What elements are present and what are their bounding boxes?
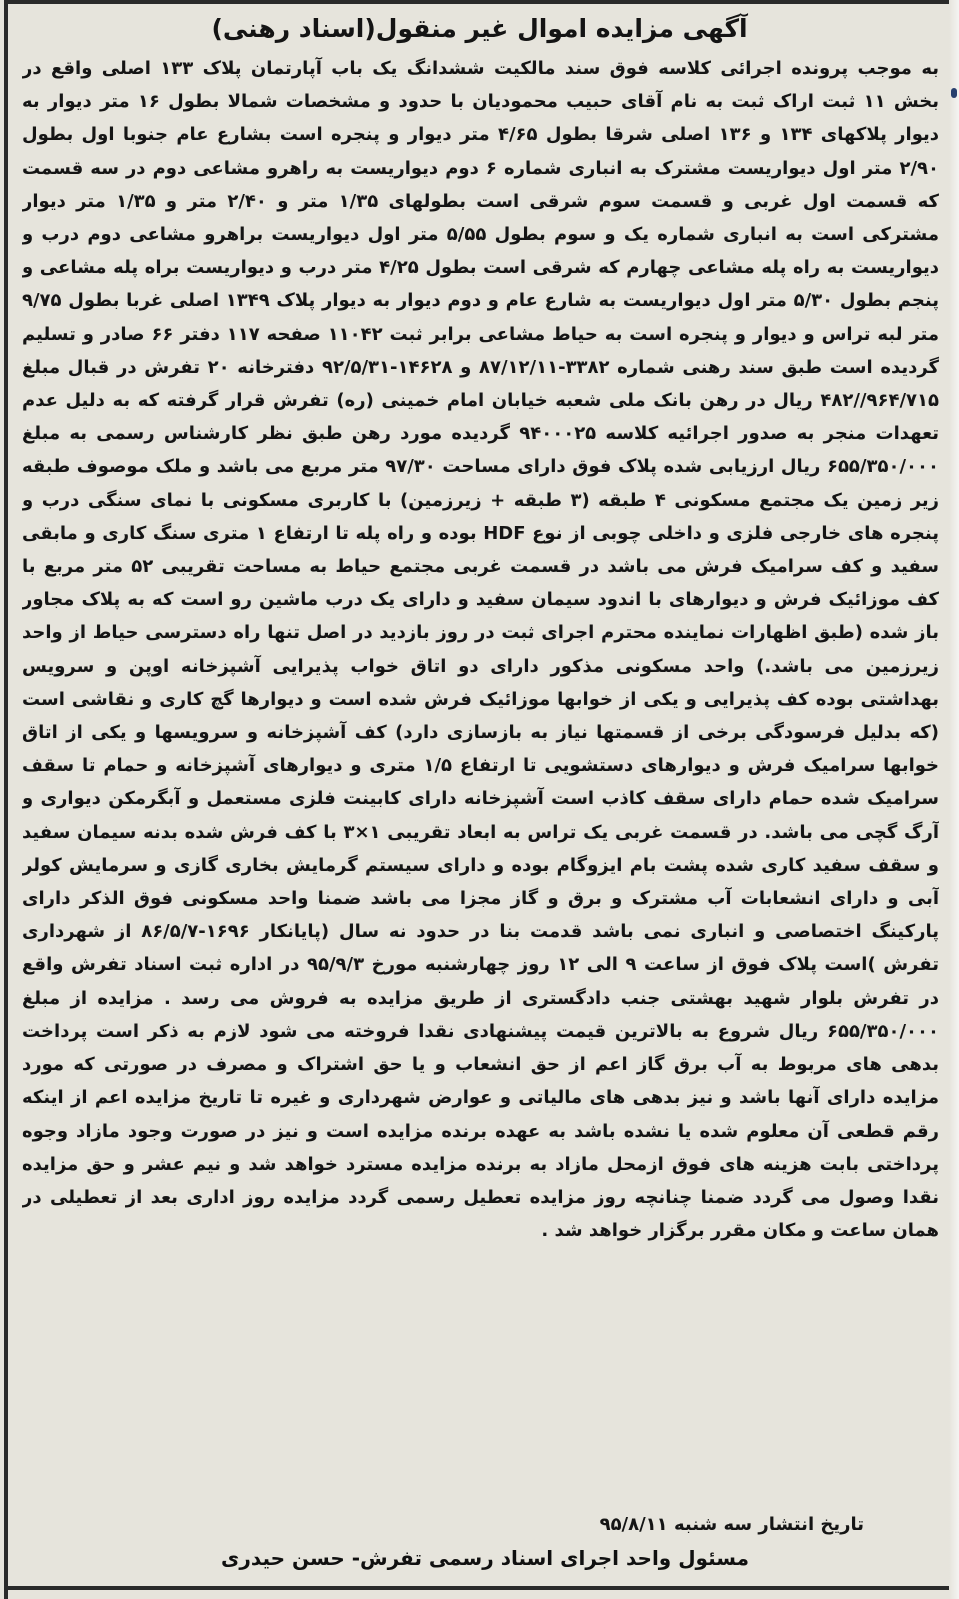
page-edge [949, 0, 959, 1599]
left-border [4, 0, 8, 1599]
signature-line: مسئول واحد اجرای اسناد رسمی تفرش- حسن حیدری [221, 1546, 749, 1570]
ink-speck [951, 88, 957, 98]
notice-title: آگهی مزایده اموال غیر منقول(اسناد رهنی) [211, 14, 748, 43]
publish-date: تاریخ انتشار سه شنبه ۹۵/۸/۱۱ [599, 1514, 864, 1535]
bottom-border [4, 1586, 949, 1590]
top-border [4, 0, 949, 4]
notice-body: به موجب پرونده اجرائی کلاسه فوق سند مالکیت ششدانگ یک باب آپارتمان پلاک ۱۳۳ اصلی واقع در بخش ۱۱ ثبت اراک ثبت به نام آقای حبیب محمودیان با حدود و مشخصات شمالا بطول ۱۶ متر دیوار به دیوار پلاکهای ۱۳۴ و ۱۳۶ اصلی شرقا بطول ۴/۶۵ متر دیوار و پنجره است بشارع عام جنوبا اول بطول ۲/۹۰ متر اول دیواریست مشترک به انباری شماره ۶ دوم دیواریست به راهرو مشاعی دوم در سه قسمت که قسمت اول غربی و قسمت سوم شرقی است بطولهای ۱/۳۵ متر و ۲/۴۰ متر و ۱/۳۵ متر دیوار مشترکی است به انباری شماره یک و سوم بطول ۵/۵۵ متر اول دیواریست براهرو مشاعی دوم درب و دیواریست به راه پله مشاعی چهارم که شرقی است بطول ۴/۲۵ متر درب و دیواریست براه پله مشاعی و پنجم بطول ۵/۳۰ متر اول دیواریست به شارع عام و دوم دیوار به دیوار پلاک ۱۳۴۹ اصلی غربا بطول ۹/۷۵ متر لبه تراس و دیوار و پنجره است به حیاط مشاعی برابر ثبت ۱۱۰۴۲ صفحه ۱۱۷ دفتر ۶۶ صادر و تسلیم گردیده است طبق سند رهنی شماره ۳۳۸۲-۸۷/۱۲/۱۱ و ۱۴۶۲۸-۹۲/۵/۳۱ دفترخانه ۲۰ تفرش در قبال مبلغ ۹۶۴/۷۱۵//۴۸۲ ریال در رهن بانک ملی شعبه خیابان امام خمینی (ره) تفرش قرار گرفته که به دلیل عدم تعهدات منجر به صدور اجرائیه کلاسه ۹۴۰۰۰۲۵ گردیده مورد رهن طبق نظر کارشناس رسمی به مبلغ ۶۵۵/۳۵۰/۰۰۰ ریال ارزیابی شده پلاک فوق دارای مساحت ۹۷/۳۰ متر مربع می باشد و ملک موصوف طبقه زیر زمین یک مجتمع مسکونی ۴ طبقه (۳ طبقه + زیرزمین) با کاربری مسکونی با نمای سنگی درب و پنجره های خارجی فلزی و داخلی چوبی از نوع HDF بوده و راه پله تا ارتفاع ۱ متری سنگ کاری و مابقی سفید و کف سرامیک فرش می باشد در قسمت غربی مجتمع حیاط به مساحت تقریبی ۵۲ متر مربع با کف موزائیک فرش و دیوارهای با اندود سیمان سفید و دارای یک درب ماشین رو است که به پلاک مجاور باز شده (طبق اظهارات نماینده محترم اجرای ثبت در روز بازدید در اصل تنها راه دسترسی حیاط از واحد زیرزمین می باشد.) واحد مسکونی مذکور دارای دو اتاق خواب پذیرایی آشپزخانه اوپن و سرویس بهداشتی بوده کف پذیرایی و یکی از خوابها موزائیک فرش شده است و دیوارها گچ کاری و نقاشی است (که بدلیل فرسودگی برخی از قسمتها نیاز به بازسازی دارد) کف آشپزخانه و سرویسها و یکی از اتاق خوابها سرامیک فرش و دیوارهای دستشویی تا ارتفاع ۱/۵ متری و دیوارهای آشپزخانه و حمام تا سقف سرامیک شده حمام دارای سقف کاذب است آشپزخانه دارای کابینت فلزی مستعمل و آبگرمکن دیواری و آرگ گچی می باشد. در قسمت غربی یک تراس به ابعاد تقریبی ۱×۳ با کف فرش شده بدنه سیمان سفید و سقف سفید کاری شده پشت بام ایزوگام بوده و دارای سیستم گرمایش بخاری گازی و سرمایش کولر آبی و دارای انشعابات آب مشترک و برق و گاز مجزا می باشد ضمنا واحد مسکونی فوق الذکر دارای پارکینگ اختصاصی و انباری نمی باشد قدمت بنا در حدود نه سال (پایانکار ۱۶۹۶-۸۶/۵/۷ از شهرداری تفرش )است پلاک فوق از ساعت ۹ الی ۱۲ روز چهارشنبه مورخ ۹۵/۹/۳ در اداره ثبت اسناد تفرش واقع در تفرش بلوار شهید بهشتی جنب دادگستری از طریق مزایده به فروش می رسد . مزایده از مبلغ ۶۵۵/۳۵۰/۰۰۰ ریال شروع به بالاترین قیمت پیشنهادی نقدا فروخته می شود لازم به ذکر است پرداخت بدهی های مربوط به آب برق گاز اعم از حق انشعاب و یا حق اشتراک و مصرف در صورتی که مورد مزایده دارای آنها باشد و نیز بدهی های مالیاتی و عوارض شهرداری و غیره تا تاریخ مزایده اعم از اینکه رقم قطعی آن معلوم شده یا نشده باشد به عهده برنده مزایده است و نیز در صورت وجود مازاد وجوه پرداختی بابت هزینه های فوق ازمحل مازاد به برنده مزایده مسترد خواهد شد و نیم عشر و حق مزایده نقدا وصول می گردد ضمنا چنانچه روز مزایده تعطیل رسمی گردد مزایده روز اداری بعد از تعطیلی در همان ساعت و مکان مقرر برگزار خواهد شد . [22, 58, 939, 1242]
